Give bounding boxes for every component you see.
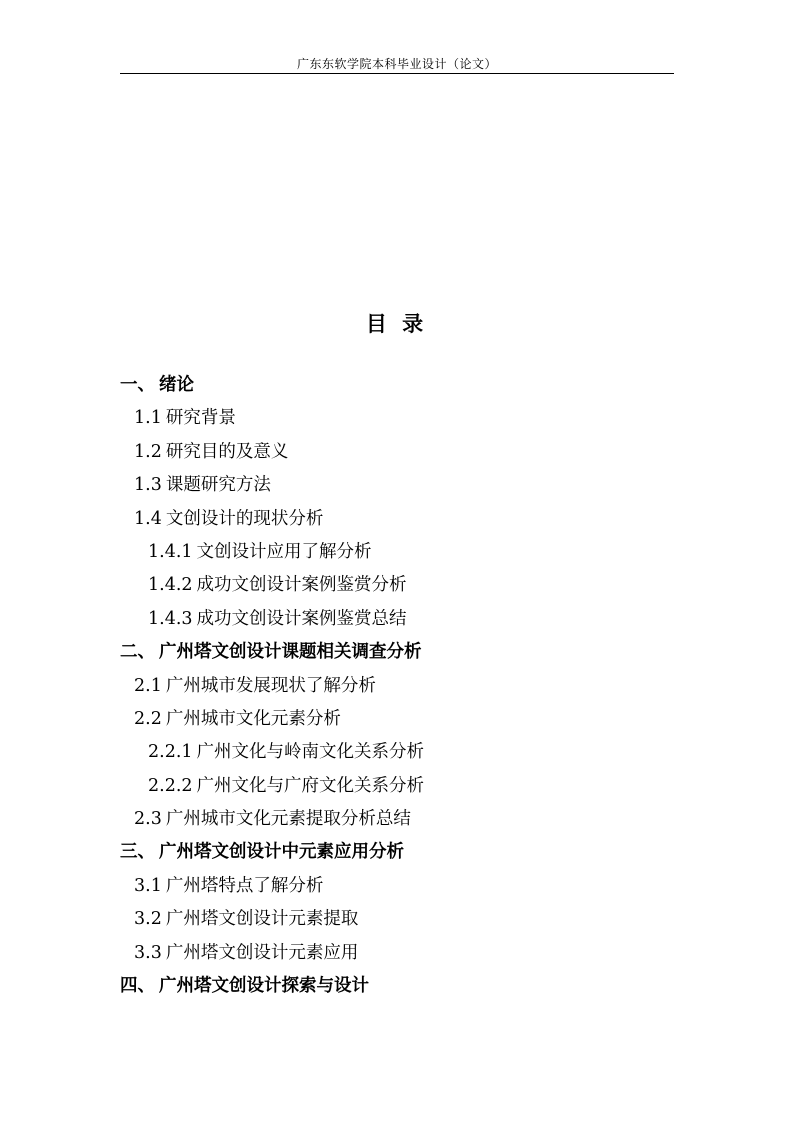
toc-section-entry[interactable] [0,703,793,736]
toc-entry-number: 四、 [120,976,155,997]
toc-entry-text: 广州塔文创设计课题相关调查分析 [159,642,422,663]
toc-entry-number: 2.3 [134,809,162,830]
toc-entry-text: 广州文化与岭南文化关系分析 [196,742,425,763]
toc-chapter-entry[interactable] [0,369,793,402]
toc-entry-text: 课题研究方法 [165,475,271,496]
toc-subsection-entry[interactable] [0,569,793,602]
toc-section-entry[interactable] [0,937,793,970]
table-of-contents [0,369,793,1003]
toc-entry-text: 成功文创设计案例鉴赏分析 [196,575,407,596]
toc-entry-number: 2.1 [134,675,162,696]
toc-entry-number: 1.3 [134,475,162,496]
toc-entry-number: 2.2.1 [148,742,193,763]
toc-entry-text: 文创设计应用了解分析 [196,541,372,562]
toc-entry-text: 广州塔文创设计中元素应用分析 [159,842,404,863]
toc-chapter-entry[interactable] [0,836,793,869]
toc-subsection-entry[interactable] [0,770,793,803]
toc-entry-text: 广州塔文创设计探索与设计 [159,976,369,997]
toc-entry-text: 文创设计的现状分析 [165,508,324,529]
toc-entry-text: 广州城市发展现状了解分析 [165,675,376,696]
toc-section-entry[interactable] [0,903,793,936]
toc-chapter-entry[interactable] [0,636,793,669]
toc-entry-text: 广州文化与广府文化关系分析 [196,775,425,796]
toc-section-entry[interactable] [0,670,793,703]
toc-entry-number: 1.4 [134,508,162,529]
toc-section-entry[interactable] [0,436,793,469]
toc-entry-number: 三、 [120,842,155,863]
toc-entry-text: 广州塔特点了解分析 [165,875,324,896]
header-divider [120,73,674,74]
toc-entry-number: 3.3 [134,942,162,963]
toc-entry-text: 绪论 [159,375,194,395]
toc-section-entry[interactable] [0,469,793,502]
toc-section-entry[interactable] [0,803,793,836]
toc-section-entry[interactable] [0,503,793,536]
toc-entry-number: 3.1 [134,875,162,896]
toc-entry-number: 一、 [120,375,155,395]
toc-entry-number: 1.2 [134,441,162,462]
toc-subsection-entry[interactable] [0,536,793,569]
toc-section-entry[interactable] [0,870,793,903]
toc-subsection-entry[interactable] [0,736,793,769]
toc-entry-number: 1.4.1 [148,541,193,562]
toc-entry-text: 成功文创设计案例鉴赏总结 [196,608,407,629]
toc-entry-number: 2.2.2 [148,775,193,796]
toc-entry-number: 3.2 [134,909,162,930]
toc-section-entry[interactable] [0,402,793,435]
toc-entry-number: 1.4.2 [148,575,193,596]
toc-entry-text: 研究目的及意义 [165,441,289,462]
toc-entry-text: 研究背景 [165,408,236,429]
toc-entry-text: 广州城市文化元素提取分析总结 [165,809,411,830]
toc-entry-number: 二、 [120,642,155,663]
toc-entry-number: 1.1 [134,408,162,429]
toc-title: 目 录 [365,312,428,336]
toc-subsection-entry[interactable] [0,603,793,636]
page-header: 广东东软学院本科毕业设计（论文） [296,57,497,71]
toc-entry-number: 2.2 [134,708,162,729]
toc-entry-number: 1.4.3 [148,608,193,629]
toc-entry-text: 广州塔文创设计元素提取 [165,909,359,930]
toc-entry-text: 广州城市文化元素分析 [165,708,341,729]
toc-entry-text: 广州塔文创设计元素应用 [165,942,359,963]
toc-chapter-entry[interactable] [0,970,793,1003]
